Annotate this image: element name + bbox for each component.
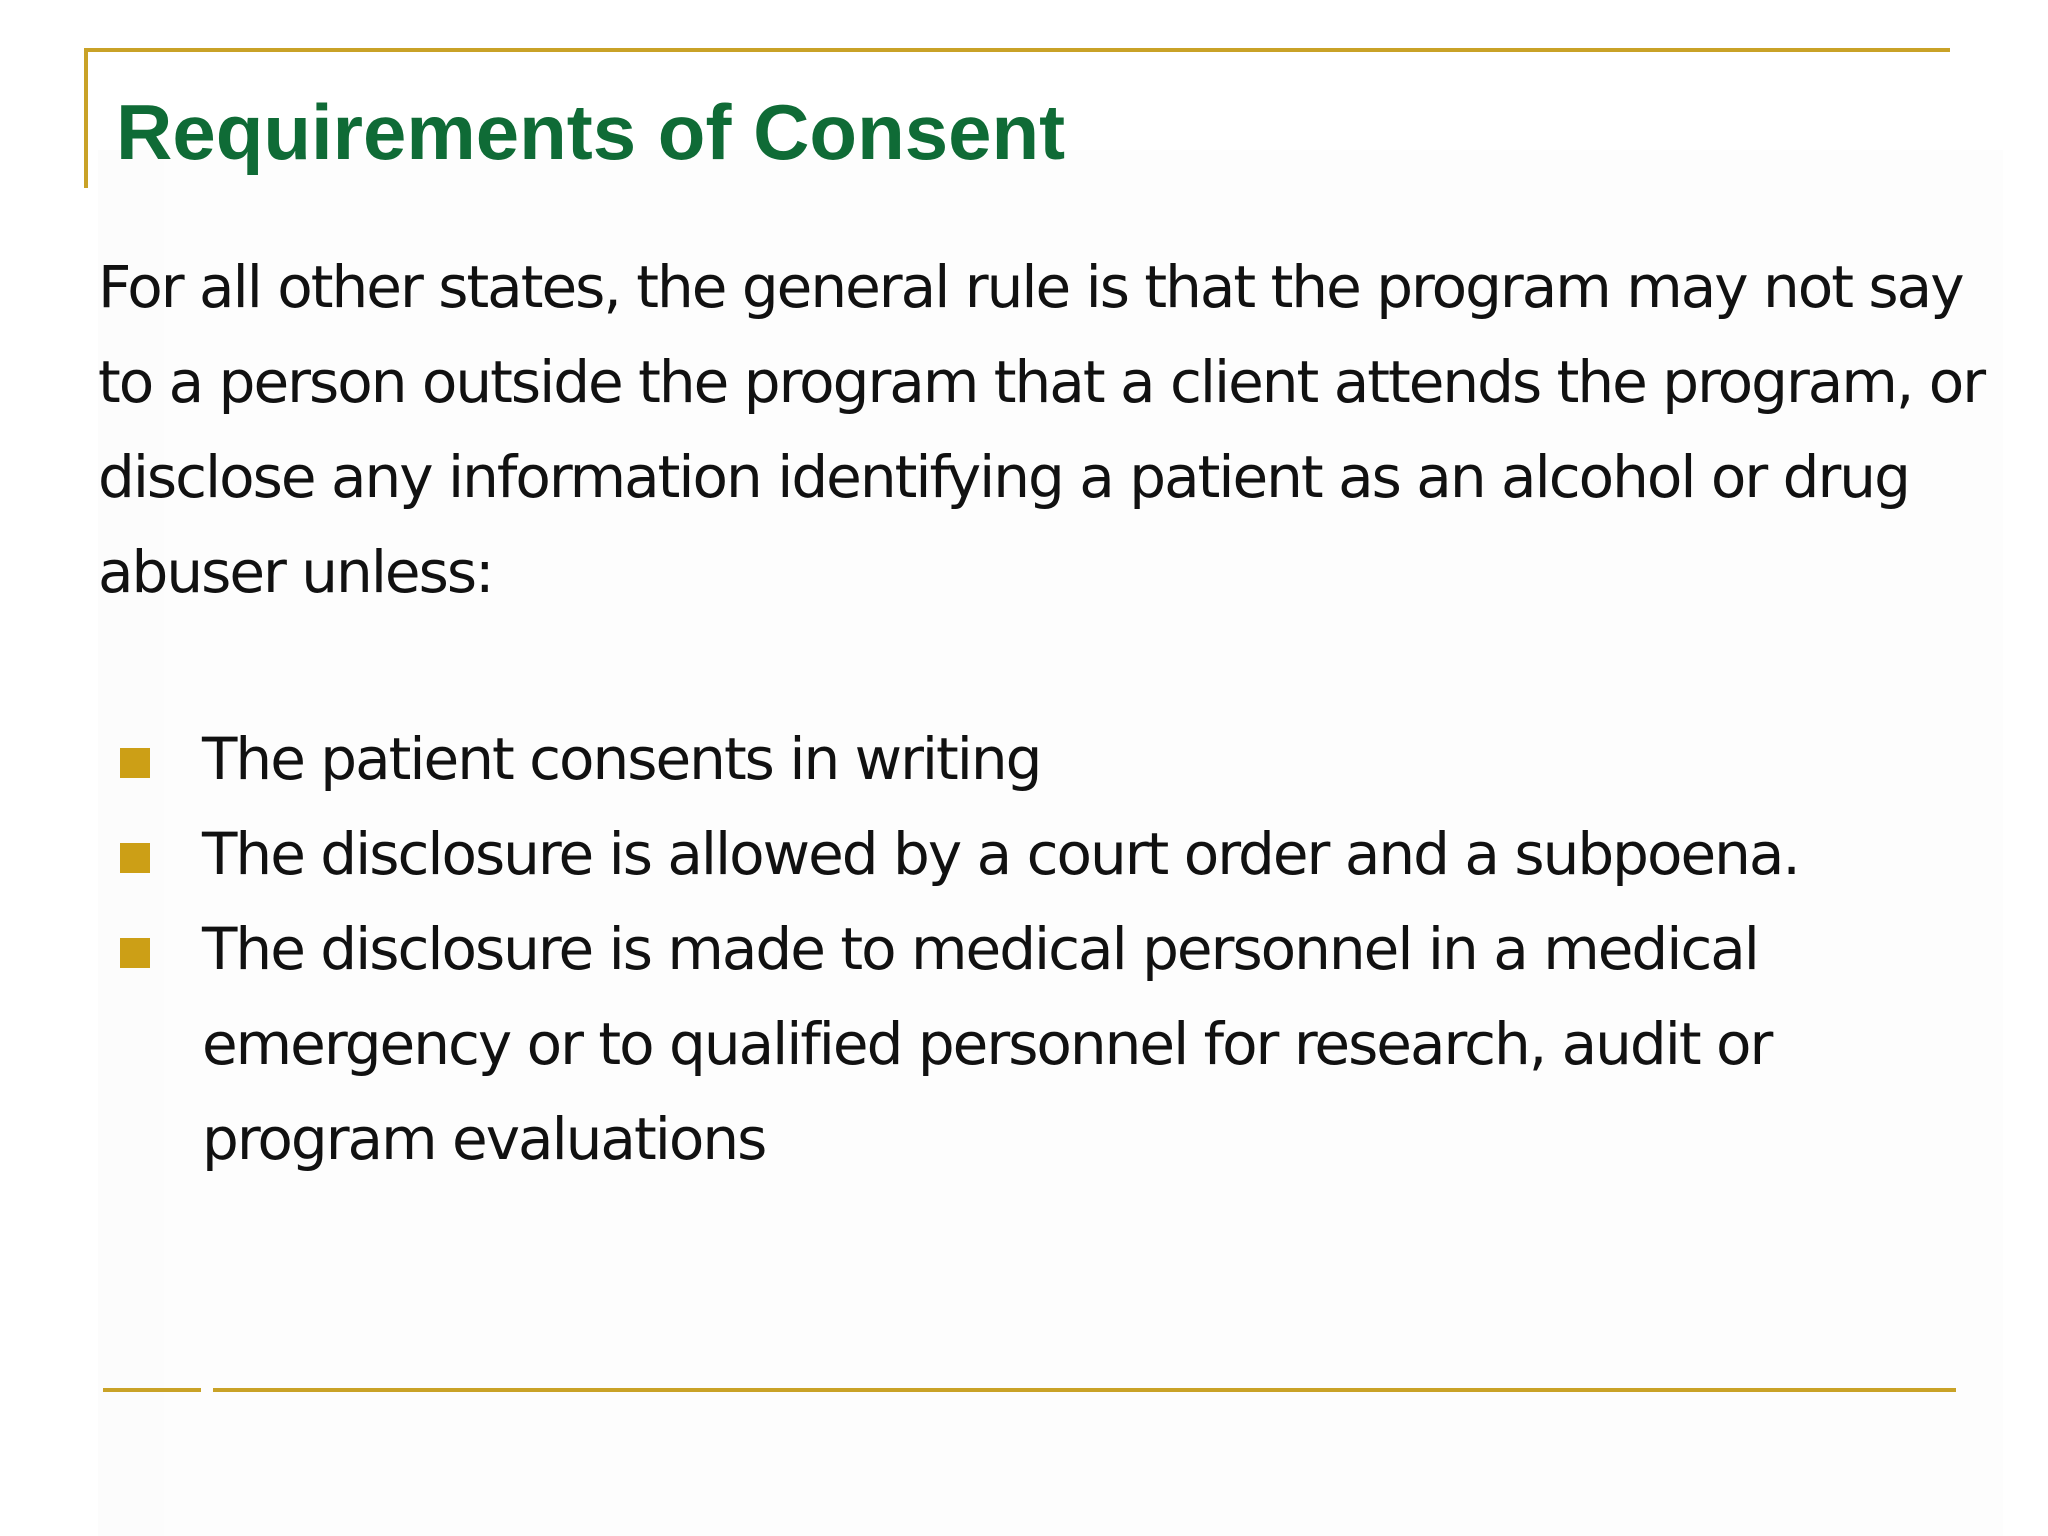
bullet-item [98,712,1998,807]
bullet-text: The patient consents in writing [202,725,1041,793]
square-bullet-icon [120,938,150,968]
bullet-text: The disclosure is allowed by a court order and a subpoena. [202,820,1799,888]
bullet-list [98,712,1998,1187]
bullet-item [98,807,1998,902]
square-bullet-icon [120,843,150,873]
footer-rule-long [213,1388,1956,1392]
square-bullet-icon [120,748,150,778]
footer-rule-short [103,1388,201,1392]
bullet-item [98,902,1998,1187]
slide-title: Requirements of Consent [116,88,1066,176]
intro-paragraph: For all other states, the general rule is that the program may not say to a person outside the program that a client attends the program, or disclose any information identifying a patient as an alcohol or drug abuser unless: [98,253,1985,606]
title-left-rule [84,48,88,188]
title-top-rule [84,48,1950,52]
bullet-text: The disclosure is made to medical personnel in a medical emergency or to qualified personnel for research, audit or program evaluations [202,915,1772,1173]
